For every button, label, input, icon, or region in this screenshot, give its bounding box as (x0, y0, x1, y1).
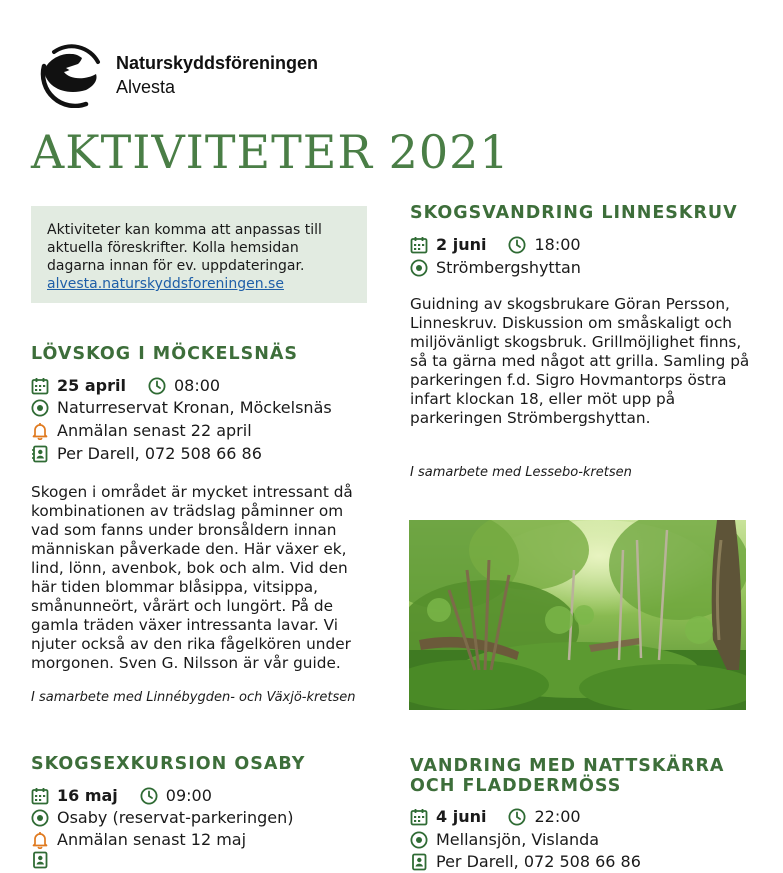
location-icon (31, 809, 49, 827)
event-datetime (410, 234, 581, 256)
event-description: Skogen i området är mycket intressant då kombinationen av trädslag påminner om vad som fanns under bronsåldern innan människan påverkade den. Här växer ek, lind, lönn, avenbok, bok och alm. Vid den här tiden blommar blåsippa, vitsippa, smånunneört, vårärt och lungört. På de gamla träden växer intressanta lavar. Vi njuter också av den rika fågelkören under morgonen. Sven G. Nilsson är vår guide. (31, 483, 353, 672)
event-date: 2 juni (436, 235, 487, 254)
page-title: AKTIVITETER 2021 (31, 125, 510, 179)
calendar-icon (31, 377, 49, 395)
event-datetime (31, 785, 212, 807)
logo-icon (36, 40, 106, 108)
event-contact-row (31, 851, 57, 869)
event-time: 18:00 (534, 235, 581, 254)
event-signup-row (31, 829, 246, 851)
clock-icon (148, 377, 166, 395)
event-place-row (31, 397, 332, 419)
org-subtitle: Alvesta (116, 77, 176, 97)
event-place-row (410, 829, 599, 851)
event-place-row (410, 257, 581, 279)
event-place: Osaby (reservat-parkeringen) (57, 808, 294, 827)
bell-icon (31, 831, 49, 849)
website-link[interactable]: alvesta.naturskyddsforeningen.se (47, 276, 284, 292)
event-date: 4 juni (436, 807, 487, 826)
calendar-icon (410, 808, 428, 826)
location-icon (410, 259, 428, 277)
location-icon (31, 399, 49, 417)
clock-icon (508, 236, 526, 254)
calendar-icon (410, 236, 428, 254)
event-place: Strömbergshyttan (436, 258, 581, 277)
event-contact-row (410, 851, 641, 873)
clock-icon (140, 787, 158, 805)
notice-text: Aktiviteter kan komma att anpassas till aktuella föreskrifter. Kolla hemsidan dagarna innan för ev. uppdateringar. (47, 222, 322, 274)
notice-box (31, 206, 367, 303)
event-place: Mellansjön, Vislanda (436, 830, 600, 849)
event-contact: Per Darell, 072 508 66 86 (57, 444, 262, 463)
event-date: 16 maj (57, 786, 118, 805)
event-signup: Anmälan senast 22 april (57, 421, 252, 440)
event-title: LÖVSKOG I MÖCKELSNÄS (31, 344, 298, 364)
contact-icon (410, 853, 428, 871)
bell-icon (31, 422, 49, 440)
calendar-icon (31, 787, 49, 805)
forest-photo (409, 520, 746, 710)
event-coop: I samarbete med Linnébygden- och Växjö-kretsen (31, 690, 356, 705)
event-time: 08:00 (173, 376, 221, 395)
event-time: 09:00 (165, 786, 212, 805)
event-time: 22:00 (534, 807, 581, 826)
event-title: SKOGSVANDRING LINNESKRUV (410, 203, 738, 223)
event-description: Guidning av skogsbrukare Göran Persson, Linneskruv. Diskussion om småskaligt och miljövänligt skogsbruk. Grillmöjlighet finns, så ta gärna med något att grilla. Samling på parkeringen f.d. Sigro Hovmantorps östra infart klockan 18, eller möt upp på parkeringen Strömbergshyttan. (410, 295, 750, 427)
event-datetime (31, 375, 220, 397)
org-name: Naturskyddsföreningen (116, 53, 319, 73)
event-signup: Anmälan senast 12 maj (57, 830, 247, 849)
contact-icon (31, 851, 49, 869)
event-title: VANDRING MED NATTSKÄRRA (410, 756, 725, 776)
event-date: 25 april (57, 376, 126, 395)
event-contact-row (31, 443, 262, 465)
event-place-row (31, 807, 293, 829)
event-place: Naturreservat Kronan, Möckelsnäs (57, 398, 332, 417)
event-signup-row (31, 420, 252, 442)
contact-icon (31, 445, 49, 463)
event-datetime (410, 806, 581, 828)
clock-icon (508, 808, 526, 826)
event-title: SKOGSEXKURSION OSABY (31, 754, 306, 774)
location-icon (410, 831, 428, 849)
event-coop: I samarbete med Lessebo-kretsen (410, 465, 632, 480)
event-contact: Per Darell, 072 508 66 86 (436, 852, 641, 871)
event-title-line2: OCH FLADDERMÖSS (410, 776, 622, 796)
